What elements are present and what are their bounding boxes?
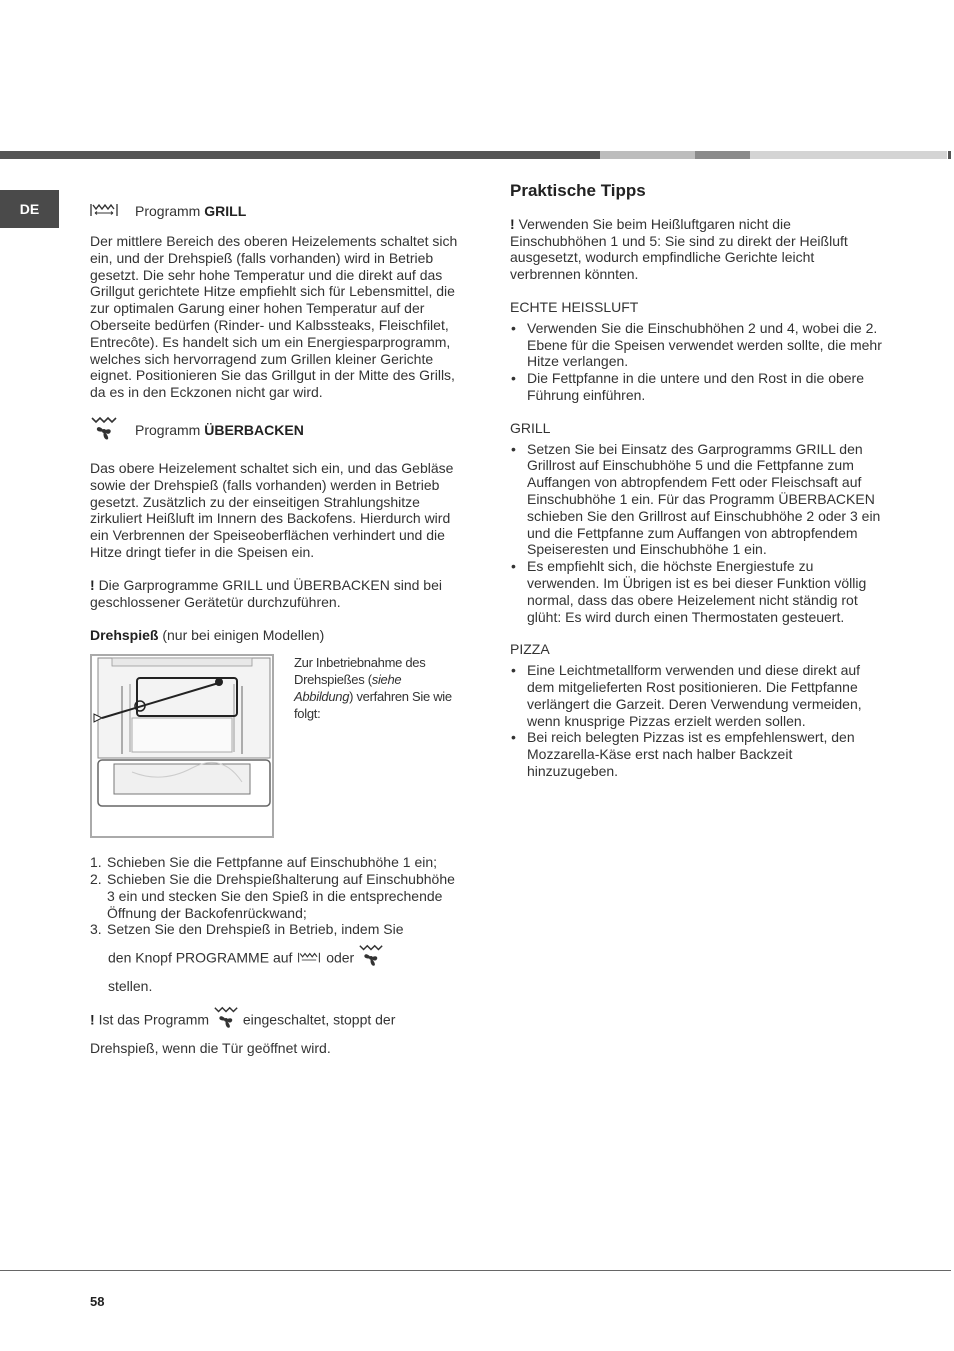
steps-list	[90, 854, 462, 938]
section-heading: GRILL	[510, 419, 551, 436]
header-bar-light-1	[600, 151, 695, 159]
caption-part-a: Zur Inbetriebnahme des Drehspießes (	[294, 655, 426, 688]
ueberbacken-name: ÜBERBACKEN	[204, 421, 304, 438]
warning-mark: !	[510, 215, 515, 232]
header-bar-light-2	[750, 151, 947, 159]
step3-continuation	[90, 943, 462, 997]
right-column	[510, 183, 884, 780]
oven-illustration	[90, 654, 274, 838]
list-item: • Verwenden Sie die Einschubhöhen 2 und 4, wobei die 2. Ebene für die Speisen verwendet werden sollte, die mehr Hitze verlangen.	[510, 320, 884, 370]
header-bar-mid	[695, 151, 750, 159]
list-item: • Eine Leichtmetallform verwenden und diese direkt auf dem mitgelieferten Rost positionieren. Die Fettpfanne verlängert die Garzeit. Deren Verwendung vermeiden, wenn knusprige Pizzas erzielt werden sollen.	[510, 662, 884, 729]
caption-part-b: ) verfahren Sie wie folgt:	[294, 689, 452, 722]
list-item	[90, 921, 462, 938]
step-number: 2.	[90, 870, 102, 887]
step-number: 1.	[90, 854, 102, 871]
section-list	[510, 441, 884, 626]
tips-warning-text: Verwenden Sie beim Heißluftgaren nicht die Einschubhöhen 1 und 5: Sie sind zu direkt der Heißluft ausgesetzt, wodurch empfindliche Gerichte leicht verbrennen könnten.	[510, 215, 848, 283]
ueberbacken-heading	[90, 415, 462, 445]
list-item	[90, 871, 462, 921]
section-list	[510, 662, 884, 780]
list-item: • Die Fettpfanne in die untere und den Rost in die obere Führung einführen.	[510, 370, 884, 404]
grill-heading	[90, 198, 462, 224]
warning-drehspiess-text-a: Ist das Programm	[98, 1011, 210, 1028]
grill-icon	[296, 948, 322, 970]
step-text: Schieben Sie die Drehspießhalterung auf Einschubhöhe 3 ein und stecken Sie den Spieß in die entsprechende Öffnung der Backofenrückwand;	[107, 870, 455, 921]
section-echte-heissluft	[510, 299, 884, 404]
warning-grill	[90, 577, 462, 611]
grill-prefix: Programm	[135, 202, 201, 219]
header-bar-end	[948, 151, 951, 159]
left-column	[90, 198, 462, 1059]
warning-drehspiess-text-b: eingeschaltet, stoppt der Drehspieß, wenn die Tür geöffnet wird.	[90, 1011, 396, 1057]
step3-text-b: oder	[326, 949, 355, 966]
language-tab: DE	[0, 190, 59, 228]
grill-icon	[90, 198, 130, 224]
section-grill	[510, 420, 884, 626]
tips-warning	[510, 216, 884, 283]
step-text: Setzen Sie den Drehspieß in Betrieb, indem Sie	[107, 921, 404, 938]
grill-name: GRILL	[204, 202, 247, 219]
header-bar-dark	[0, 151, 600, 159]
step-number: 3.	[90, 921, 102, 938]
drehspiess-suffix: (nur bei einigen Modellen)	[162, 627, 325, 644]
footer-divider	[0, 1270, 951, 1271]
fan-grill-icon	[213, 1005, 239, 1037]
section-heading: PIZZA	[510, 641, 550, 658]
ueberbacken-description: Das obere Heizelement schaltet sich ein, und das Gebläse sowie der Drehspieß (falls vorhanden) werden in Betrieb gesetzt. Zusätzlich zu der einseitigen Strahlungshitze zirkuliert Heißluft im Innern des Backofens. Hierdurch wird ein Verbrennen der Speiseoberflächen verhindert und die Hitze dringt tiefer in die Speisen ein.	[90, 459, 454, 560]
drehspiess-heading	[90, 627, 462, 644]
step3-text-c: stellen.	[108, 978, 153, 995]
step-text: Schieben Sie die Fettpfanne auf Einschubhöhe 1 ein;	[107, 854, 438, 871]
ueberbacken-prefix: Programm	[135, 421, 201, 438]
caption-italic: siehe Abbildung	[294, 672, 402, 705]
section-pizza	[510, 641, 884, 779]
section-heading: ECHTE HEISSLUFT	[510, 298, 639, 315]
drehspiess-title: Drehspieß	[90, 627, 159, 644]
grill-description: Der mittlere Bereich des oberen Heizelements schaltet sich ein, und der Drehspieß (falls vorhanden) wird in Betrieb gesetzt. Die sehr hohe Temperatur und die direkt auf das Grillgut gerichtete Hitze empfiehlt sich für Lebensmittel, die zur optimalen Garung einer hohen Temperatur auf der Oberseite bedürfen (Rinder- und Kalbssteaks, Fleischfilet, Entrecôte). Es handelt sich um ein Energiesparprogramm, welches sich hervorragend zum Grillen kleiner Gerichte eignet. Positionieren Sie das Grillgut in der Mitte des Grills, da es in den Eckzonen nicht gar wird.	[90, 233, 458, 401]
list-item	[90, 854, 462, 871]
warning-mark: !	[90, 576, 95, 593]
warning-grill-text: Die Garprogramme GRILL und ÜBERBACKEN sind bei geschlossener Gerätetür durchzuführen.	[90, 576, 442, 610]
page-number: 58	[90, 1294, 105, 1309]
fan-grill-icon	[358, 943, 384, 975]
list-item: • Setzen Sie bei Einsatz des Garprogramms GRILL den Grillrost auf Einschubhöhe 5 und die Fettpfanne zum Auffangen von abtropfendem Fett oder Fleischsaft auf Einschubhöhe 1 ein. Für das Programm ÜBERBACKEN schieben Sie den Grillrost auf Einschubhöhe 2 oder 3 ein und die Fettpfanne zum Auffangen von abtropfendem Speiseresten und Einschubhöhe 1 ein.	[510, 441, 884, 559]
drehspiess-caption	[294, 654, 462, 722]
page-title: Praktische Tipps	[510, 181, 646, 200]
fan-grill-icon	[90, 415, 130, 445]
warning-drehspiess	[90, 1005, 462, 1059]
step3-text-a: den Knopf PROGRAMME auf	[108, 949, 293, 966]
list-item: • Bei reich belegten Pizzas ist es empfehlenswert, den Mozzarella-Käse erst nach halber Backzeit hinzuzugeben.	[510, 729, 884, 779]
section-list	[510, 320, 884, 404]
list-item: • Es empfiehlt sich, die höchste Energiestufe zu verwenden. Im Übrigen ist es bei dieser Funktion völlig normal, dass das obere Heizelement nicht ständig rot glüht: Es wird durch einen Thermostaten gesteuert.	[510, 558, 884, 625]
drehspiess-figure-row	[90, 654, 462, 840]
warning-mark: !	[90, 1011, 95, 1028]
